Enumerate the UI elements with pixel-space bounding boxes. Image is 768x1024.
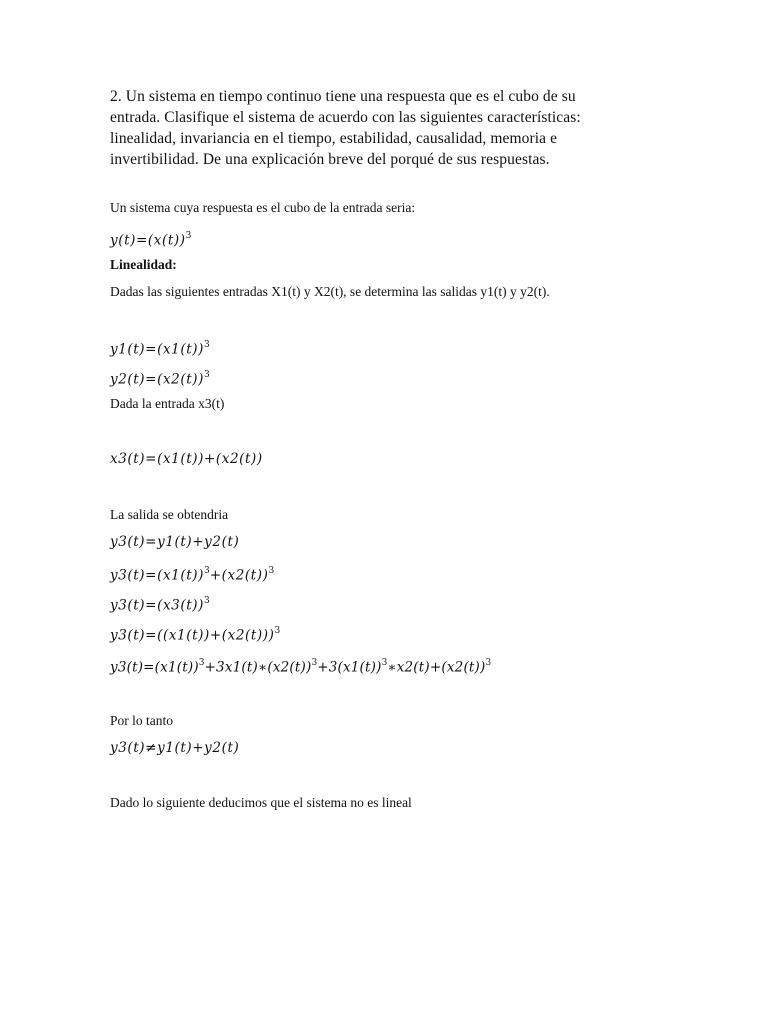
output-obtained-text: La salida se obtendria (110, 507, 229, 522)
equation-y3-x3 (110, 593, 210, 615)
equation-base: y1(t)=(x1(t)) (110, 341, 204, 358)
equation-exponent: 3 (198, 658, 205, 668)
equation-not-equal: y3(t)≠y1(t)+y2(t) (110, 740, 240, 756)
intro-text: Un sistema cuya respuesta es el cubo de la entrada seria: (110, 200, 416, 215)
equation-y2 (110, 367, 210, 389)
equation-y3-combined (110, 623, 280, 645)
equation-exponent: 3 (203, 370, 210, 380)
equation-base: y2(t)=(x2(t)) (110, 371, 204, 388)
equation-x3: x3(t)=(x1(t))+(x2(t)) (110, 451, 263, 467)
equation-system (110, 228, 191, 250)
therefore-text: Por lo tanto (110, 713, 173, 728)
conclusion-text: Dado lo siguiente deducimos que el sistema no es lineal (110, 795, 412, 810)
equation-base: y(t)=(x(t)) (110, 232, 186, 249)
problem-statement (110, 86, 630, 170)
equation-y3-cubes (110, 563, 274, 585)
equation-part: +(x2(t)) (209, 567, 269, 584)
equation-exponent: 3 (203, 340, 210, 350)
equation-exponent: 3 (485, 658, 492, 668)
equation-part: y3(t)=(x1(t)) (110, 567, 204, 584)
problem-line: entrada. Clasifique el sistema de acuerdo con las siguientes características: (110, 109, 581, 126)
given-inputs-text: Dadas las siguientes entradas X1(t) y X2(t), se determina las salidas y1(t) y y2(t). (110, 284, 550, 299)
problem-line: invertibilidad. De una explicación breve del porqué de sus respuestas. (110, 151, 550, 168)
equation-exponent: 3 (274, 626, 281, 636)
heading-linealidad: Linealidad: (110, 257, 177, 272)
equation-exponent: 3 (185, 231, 192, 241)
equation-part: ∗x2(t)+(x2(t)) (387, 659, 486, 676)
problem-line: 2. Un sistema en tiempo continuo tiene una respuesta que es el cubo de su (110, 88, 576, 105)
equation-exponent: 3 (311, 658, 318, 668)
equation-base: y3(t)=((x1(t))+(x2(t))) (110, 627, 275, 644)
equation-exponent: 3 (381, 658, 388, 668)
equation-part: y3(t)=(x1(t)) (110, 659, 199, 676)
equation-y1 (110, 337, 210, 359)
equation-part: +3(x1(t)) (317, 659, 382, 676)
equation-exponent: 3 (268, 566, 275, 576)
equation-y3-expanded (110, 655, 491, 677)
equation-exponent: 3 (203, 596, 210, 606)
problem-line: linealidad, invariancia en el tiempo, estabilidad, causalidad, memoria e (110, 130, 558, 147)
given-x3-text: Dada la entrada x3(t) (110, 396, 225, 411)
equation-part: +3x1(t)∗(x2(t)) (204, 659, 312, 676)
equation-exponent: 3 (203, 566, 210, 576)
equation-y3-sum: y3(t)=y1(t)+y2(t) (110, 534, 240, 550)
equation-base: y3(t)=(x3(t)) (110, 597, 204, 614)
